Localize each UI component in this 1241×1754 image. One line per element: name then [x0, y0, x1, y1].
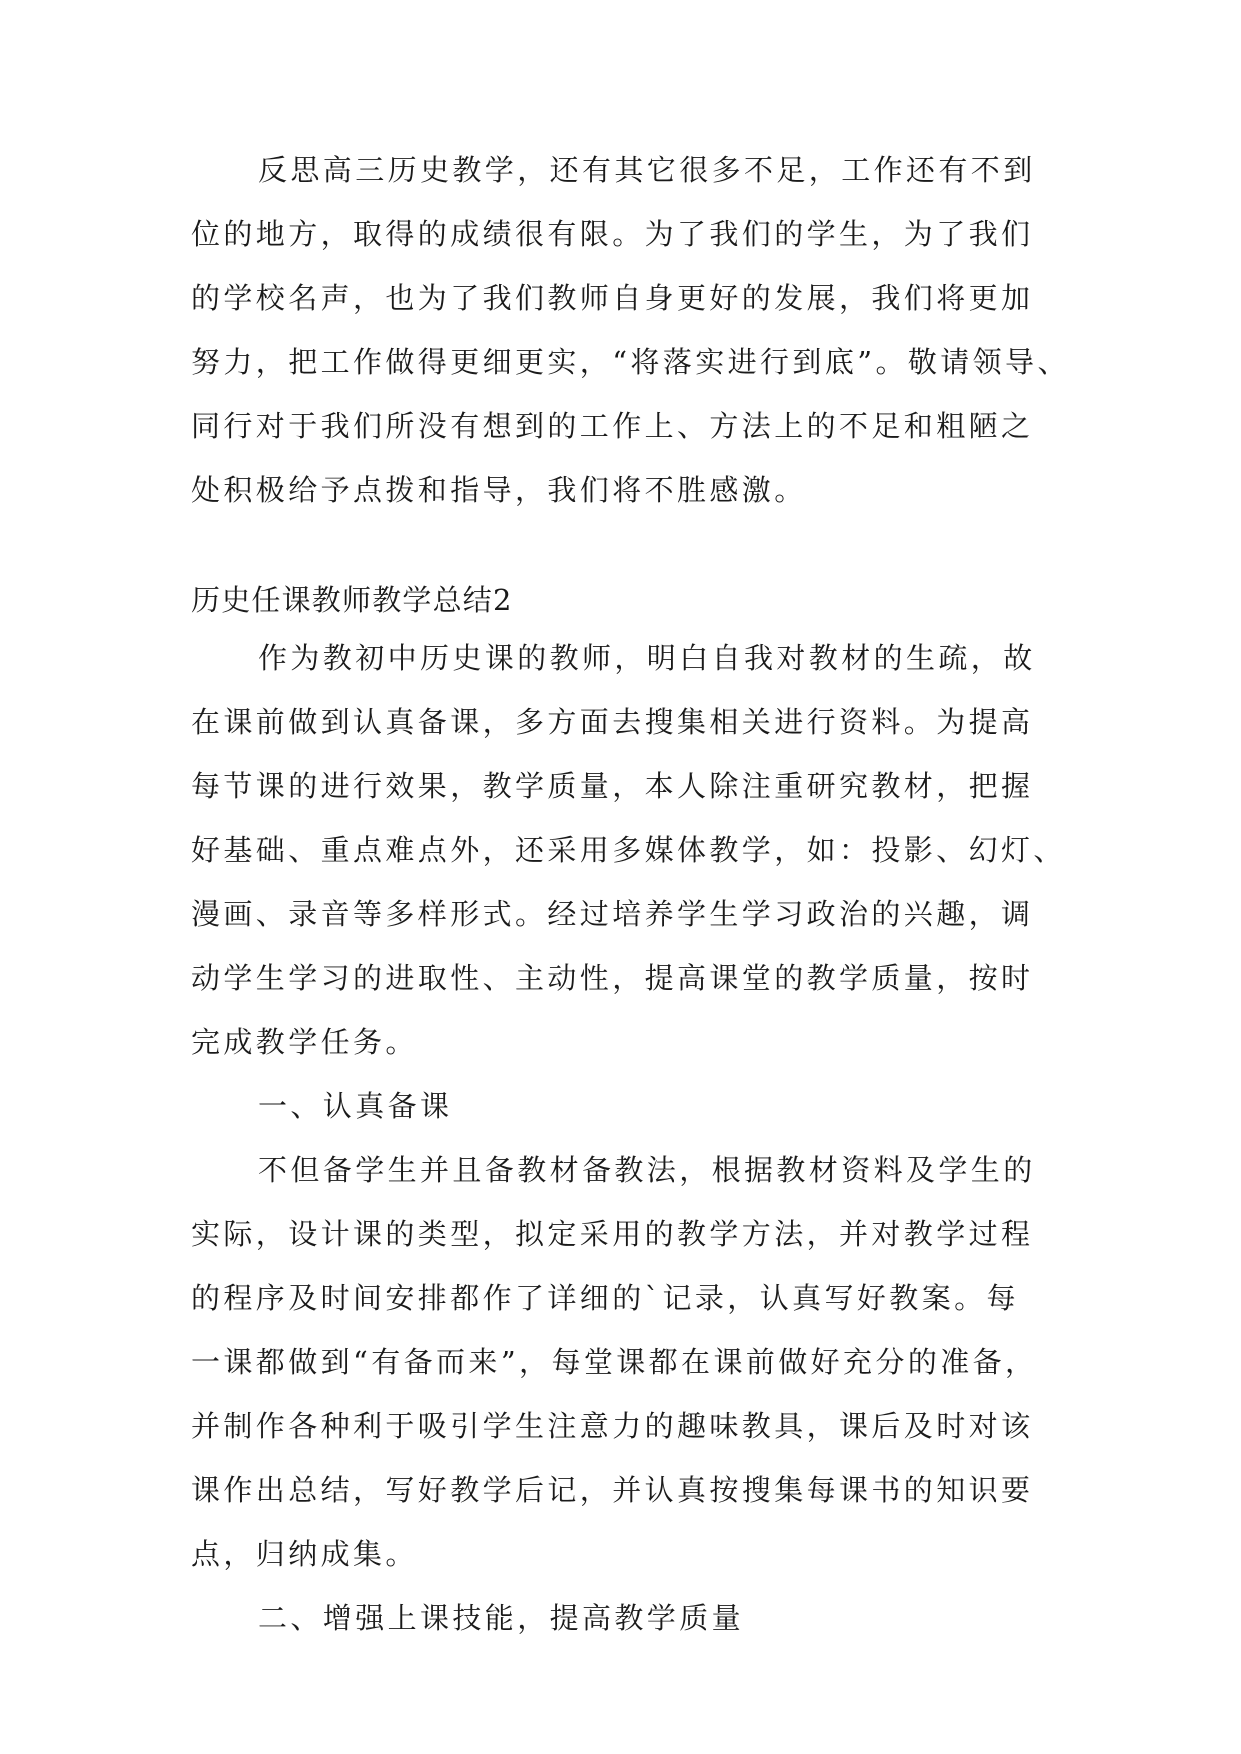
paragraph-line: 一课都做到“有备而来”，每堂课都在课前做好充分的准备，	[191, 1345, 1038, 1379]
paragraph-line: 同行对于我们所没有想到的工作上、方法上的不足和粗陋之	[191, 409, 1034, 443]
paragraph-line: 动学生学习的进取性、主动性，提高课堂的教学质量，按时	[191, 961, 1034, 995]
paragraph-line: 好基础、重点难点外，还采用多媒体教学，如：投影、幻灯、	[191, 833, 1066, 867]
paragraph-line: 并制作各种利于吸引学生注意力的趣味教具，课后及时对该	[191, 1409, 1034, 1443]
paragraph-line: 实际，设计课的类型，拟定采用的教学方法，并对教学过程	[191, 1217, 1034, 1251]
paragraph-line: 完成教学任务。	[191, 1025, 418, 1059]
paragraph-line: 不但备学生并且备教材备教法，根据教材资料及学生的	[258, 1153, 1036, 1187]
paragraph-line: 努力，把工作做得更细更实，“将落实进行到底”。敬请领导、	[191, 345, 1070, 379]
paragraph-line: 课作出总结，写好教学后记，并认真按搜集每课书的知识要	[191, 1473, 1034, 1507]
subheading: 一、认真备课	[258, 1089, 453, 1123]
paragraph-line: 反思高三历史教学，还有其它很多不足，工作还有不到	[258, 153, 1036, 187]
paragraph-line: 在课前做到认真备课，多方面去搜集相关进行资料。为提高	[191, 705, 1034, 739]
paragraph-line: 的程序及时间安排都作了详细的`记录，认真写好教案。每	[191, 1281, 1019, 1315]
paragraph-line: 漫画、录音等多样形式。经过培养学生学习政治的兴趣，调	[191, 897, 1034, 931]
paragraph-line: 的学校名声，也为了我们教师自身更好的发展，我们将更加	[191, 281, 1034, 315]
paragraph-line: 每节课的进行效果，教学质量，本人除注重研究教材，把握	[191, 769, 1034, 803]
paragraph-line: 处积极给予点拨和指导，我们将不胜感激。	[191, 473, 807, 507]
subheading: 二、增强上课技能，提高教学质量	[258, 1601, 745, 1635]
paragraph-line: 点，归纳成集。	[191, 1537, 418, 1571]
paragraph-line: 作为教初中历史课的教师，明白自我对教材的生疏，故	[258, 641, 1036, 675]
paragraph-line: 位的地方，取得的成绩很有限。为了我们的学生，为了我们	[191, 217, 1034, 251]
section-title: 历史任课教师教学总结2	[191, 583, 513, 617]
